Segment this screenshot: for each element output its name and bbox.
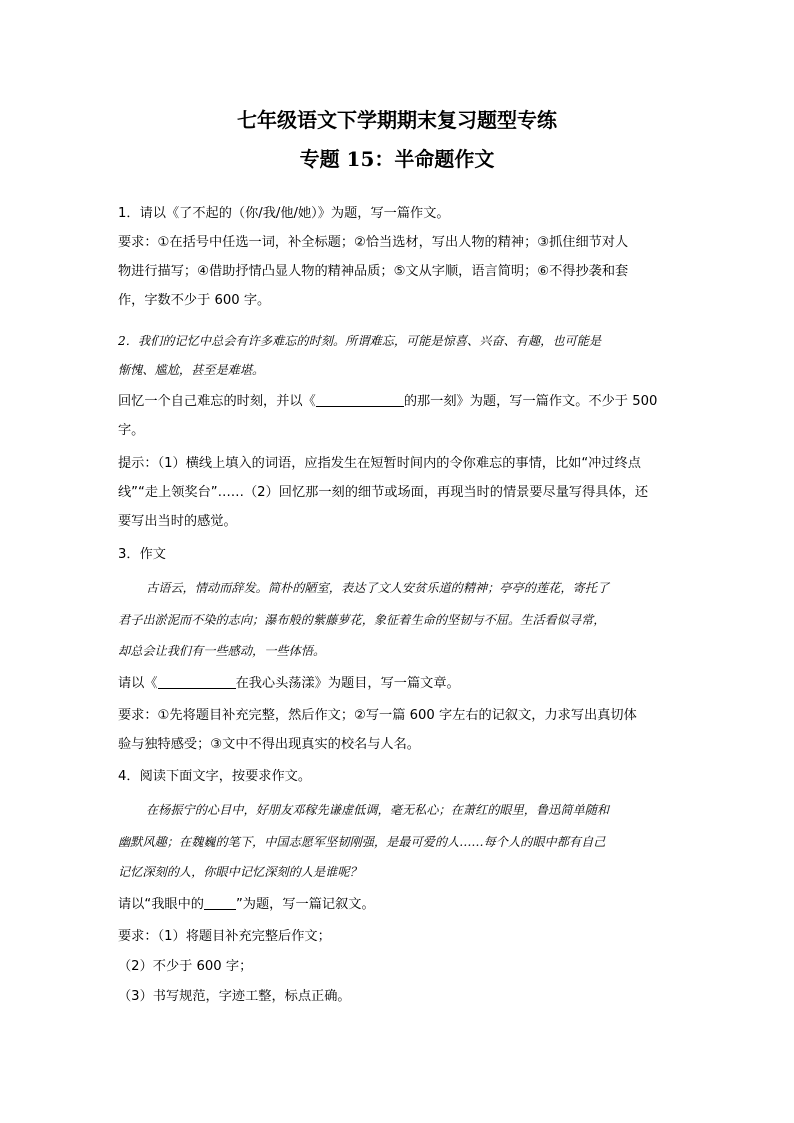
q3-prompt-end: 在我心头荡漾》为题目，写一篇文章。 bbox=[235, 676, 460, 691]
q2-tip-line: 要写出当时的感觉。 bbox=[118, 514, 237, 529]
q4-title-blank bbox=[204, 896, 236, 910]
q3-requirement-line: 要求：①先将题目补充完整，然后作文；②写一篇 600 字左右的记叙文，力求写出真切体 bbox=[118, 708, 637, 723]
q4-paragraph-line: 幽默风趣；在魏巍的笔下，中国志愿军坚韧刚强，是最可爱的人……每个人的眼中都有自己 bbox=[118, 835, 606, 849]
q2-intro-line: 惭愧、尴尬，甚至是难堪。 bbox=[118, 363, 265, 377]
q3-title-blank bbox=[158, 675, 236, 689]
q3-prompt-line bbox=[118, 675, 460, 693]
q1-requirement-line: 要求：①在括号中任选一词，补全标题；②恰当选材，写出人物的精神；③抓住细节对人 bbox=[118, 235, 629, 250]
q4-heading: 4．阅读下面文字，按要求作文。 bbox=[118, 769, 312, 784]
q2-prompt-end: 的那一刻》为题，写一篇作文。不少于 500 bbox=[403, 394, 658, 409]
q2-intro-line: 2．我们的记忆中总会有许多难忘的时刻。所谓难忘，可能是惊喜、兴奋、有趣，也可能是 bbox=[118, 334, 602, 348]
q3-heading: 3．作文 bbox=[118, 547, 166, 562]
document-subtitle: 专题 15：半命题作文 bbox=[299, 147, 495, 171]
document-title: 七年级语文下学期期末复习题型专练 bbox=[237, 108, 557, 132]
q1-requirement-line: 作，字数不少于 600 字。 bbox=[118, 293, 271, 308]
q4-prompt-start: 请以“我眼中的 bbox=[118, 897, 204, 912]
q4-paragraph-line: 在杨振宁的心目中，好朋友邓稼先谦虚低调，毫无私心；在萧红的眼里，鲁迅简单随和 bbox=[146, 803, 610, 817]
q2-prompt-line: 字。 bbox=[118, 423, 145, 438]
q4-requirement-line: 要求：（1）将题目补充完整后作文； bbox=[118, 929, 331, 944]
q1-requirement-line: 物进行描写；④借助抒情凸显人物的精神品质；⑤文从字顺，语言简明；⑥不得抄袭和套 bbox=[118, 264, 629, 279]
q2-prompt-start: 回忆一个自己难忘的时刻，并以《 bbox=[118, 394, 316, 409]
q2-prompt-line bbox=[118, 393, 657, 411]
q2-tip-line: 提示：（1）横线上填入的词语，应指发生在短暂时间内的令你难忘的事情，比如“冲过终点 bbox=[118, 456, 641, 471]
q3-paragraph-line: 古语云，情动而辞发。简朴的陋室，表达了文人安贫乐道的精神；亭亭的莲花，寄托了 bbox=[146, 581, 610, 595]
q1-prompt: 1．请以《了不起的（你/我/他/她）》为题，写一篇作文。 bbox=[118, 206, 450, 221]
q3-paragraph-line: 君子出淤泥而不染的志向；瀑布般的紫藤萝花，象征着生命的坚韧与不屈。生活看似寻常， bbox=[118, 613, 606, 627]
q4-prompt-line bbox=[118, 896, 375, 914]
q3-prompt-start: 请以《 bbox=[118, 676, 158, 691]
q4-paragraph-line: 记忆深刻的人，你眼中记忆深刻的人是谁呢？ bbox=[118, 865, 362, 879]
q3-requirement-line: 验与独特感受；③文中不得出现真实的校名与人名。 bbox=[118, 737, 420, 752]
q4-requirement-line: （2）不少于 600 字； bbox=[118, 959, 253, 974]
q2-tip-line: 线”“走上领奖台”……（2）回忆那一刻的细节或场面，再现当时的情景要尽量写得具体，还 bbox=[118, 485, 649, 500]
q2-title-blank bbox=[316, 393, 404, 407]
q4-prompt-end: ”为题，写一篇记叙文。 bbox=[235, 897, 375, 912]
q4-requirement-line: （3）书写规范，字迹工整，标点正确。 bbox=[118, 989, 351, 1004]
q3-paragraph-line: 却总会让我们有一些感动，一些体悟。 bbox=[118, 644, 326, 658]
